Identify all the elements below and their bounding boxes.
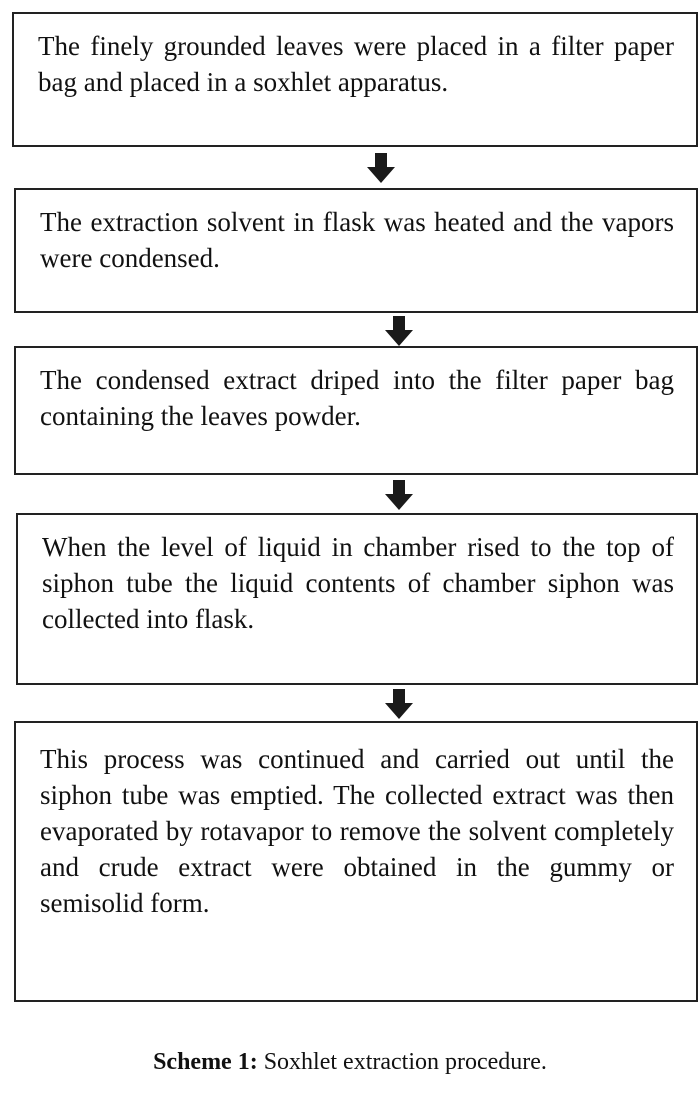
caption-text: Soxhlet extraction procedure.: [257, 1049, 547, 1075]
figure-caption: [0, 1047, 700, 1077]
flow-step-3: [14, 346, 698, 475]
down-arrow-icon: [384, 480, 414, 510]
flow-step-2-text: The extraction solvent in flask was heated and the vapors were condensed.: [40, 207, 674, 273]
flow-step-4: [16, 513, 698, 685]
flow-step-2: [14, 188, 698, 313]
down-arrow-icon: [384, 316, 414, 346]
flow-step-5: [14, 721, 698, 1002]
caption-label: Scheme 1:: [153, 1049, 258, 1075]
flow-step-1-text: The finely grounded leaves were placed in a filter paper bag and placed in a soxhlet apparatus.: [38, 31, 674, 97]
flow-step-3-text: The condensed extract driped into the filter paper bag containing the leaves powder.: [40, 365, 674, 431]
flow-step-4-text: When the level of liquid in chamber rised to the top of siphon tube the liquid contents of chamber siphon was collected into flask.: [42, 532, 674, 634]
flow-step-1: [12, 12, 698, 147]
down-arrow-icon: [384, 689, 414, 719]
down-arrow-icon: [366, 153, 396, 183]
flow-step-5-text: This process was continued and carried out until the siphon tube was emptied. The collected extract was then evaporated by rotavapor to remove the solvent completely and crude extract were obtained in the gummy or semisolid form.: [40, 744, 674, 918]
